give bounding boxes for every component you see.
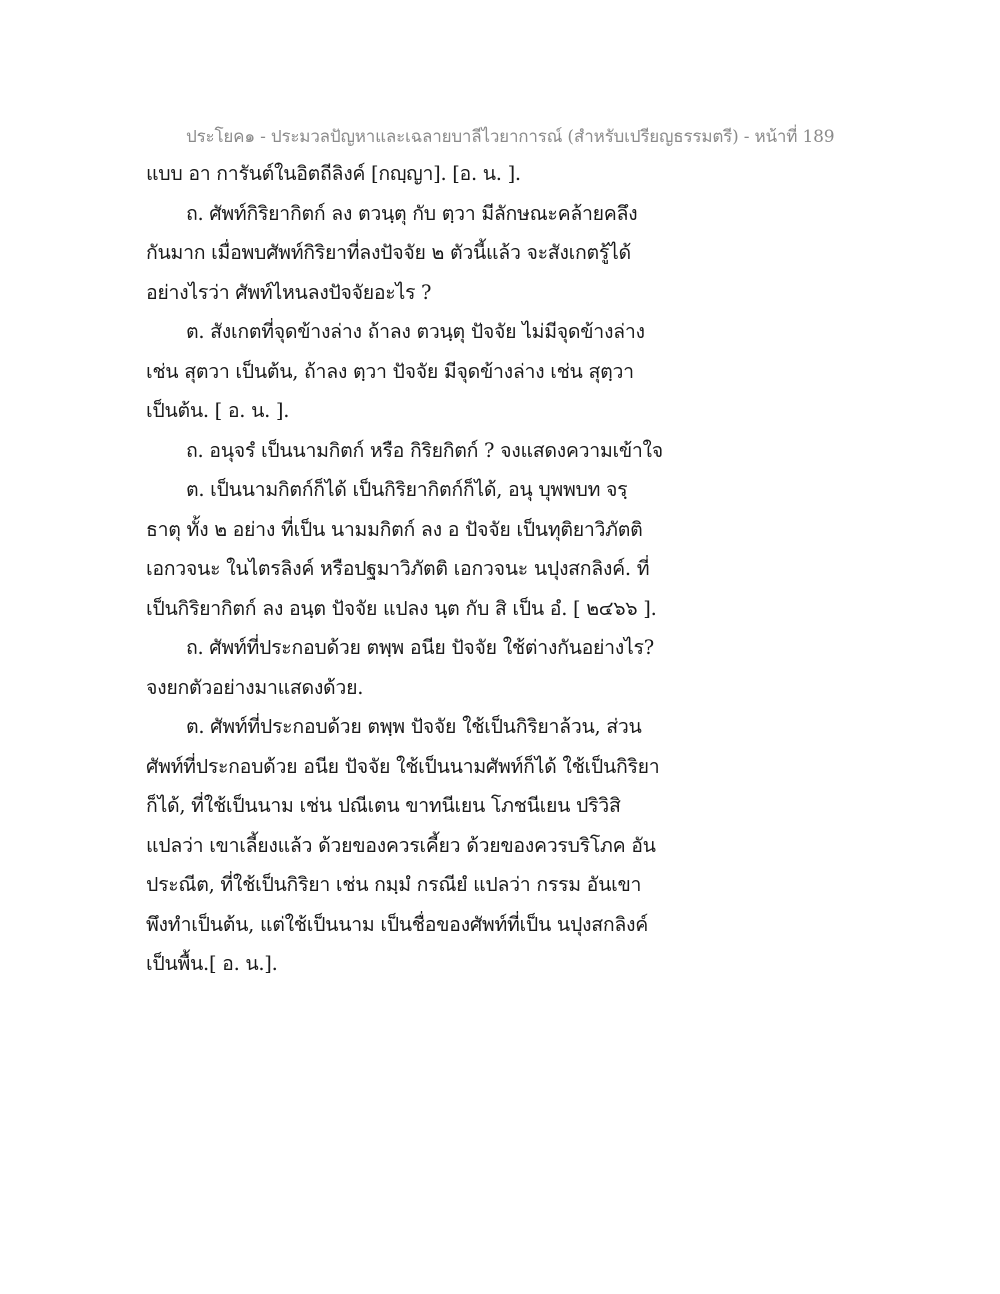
question-line: ถ. อนุจรํ เป็นนามกิตก์ หรือ กิริยกิตก์ ? จงแสดงความเข้าใจ — [186, 438, 663, 462]
text-line: อย่างไรว่า ศัพท์ไหนลงปัจจัยอะไร ? — [146, 280, 432, 304]
question-line: ถ. ศัพท์กิริยากิตก์ ลง ตวนฺตุ กับ ตฺวา มีลักษณะคล้ายคลึง — [186, 201, 638, 225]
text-line: พึงทำเป็นต้น, แต่ใช้เป็นนาม เป็นชื่อของศัพท์ที่เป็น นปุงสกลิงค์ — [146, 912, 648, 936]
text-line: แบบ อา การันต์ในอิตถีลิงค์ [กญฺญา]. [อ. น. ]. — [146, 162, 521, 185]
text-line: เป็นกิริยากิตก์ ลง อนฺต ปัจจัย แปลง นฺต กับ สิ เป็น อํ. [ ๒๔๖๖ ]. — [146, 596, 657, 620]
document-body — [146, 158, 666, 988]
text-line: ประณีต, ที่ใช้เป็นกิริยา เช่น กมฺมํ กรณียํ แปลว่า กรรม อันเขา — [146, 873, 642, 896]
answer-line: ต. สังเกตที่จุดข้างล่าง ถ้าลง ตวนฺตุ ปัจจัย ไม่มีจุดข้างล่าง — [186, 320, 645, 343]
text-line: ก็ได้, ที่ใช้เป็นนาม เช่น ปณีเตน ขาทนีเยน โภชนีเยน ปริวิสิ — [146, 794, 621, 817]
text-line: ธาตุ ทั้ง ๒ อย่าง ที่เป็น นามมกิตก์ ลง อ ปัจจัย เป็นทุติยาวิภัตติ — [146, 517, 643, 541]
answer-line: ต. ศัพท์ที่ประกอบด้วย ตพฺพ ปัจจัย ใช้เป็นกิริยาล้วน, ส่วน — [186, 715, 642, 738]
text-line: แปลว่า เขาเลี้ยงแล้ว ด้วยของควรเคี้ยว ด้วยของควรบริโภค อัน — [146, 833, 656, 857]
text-line: เป็นต้น. [ อ. น. ]. — [146, 399, 290, 422]
text-line: กันมาก เมื่อพบศัพท์กิริยาที่ลงปัจจัย ๒ ตัวนี้แล้ว จะสังเกตรู้ได้ — [146, 241, 631, 264]
text-line: ศัพท์ที่ประกอบด้วย อนีย ปัจจัย ใช้เป็นนามศัพท์ก็ได้ ใช้เป็นกิริยา — [146, 754, 660, 778]
text-line: เช่น สุตวา เป็นต้น, ถ้าลง ตฺวา ปัจจัย มีจุดข้างล่าง เช่น สุตฺวา — [146, 359, 634, 383]
text-line: เป็นพื้น.[ อ. น.]. — [146, 952, 278, 975]
page-header: ประโยค๑ - ประมวลปัญหาและเฉลายบาลีไวยาการณ์ (สำหรับเปรียญธรรมตรี) - หน้าที่ 189 — [186, 127, 835, 147]
text-line: จงยกตัวอย่างมาแสดงด้วย. — [146, 675, 364, 699]
question-line: ถ. ศัพท์ที่ประกอบด้วย ตพฺพ อนีย ปัจจัย ใช้ต่างกันอย่างไร? — [186, 636, 654, 659]
text-line: เอกวจนะ ในไตรลิงค์ หรือปฐมาวิภัตติ เอกวจนะ นปุงสกลิงค์. ที่ — [146, 557, 650, 580]
answer-line: ต. เป็นนามกิตก์ก็ได้ เป็นกิริยากิตก์ก็ได้, อนุ บุพพบท จรฺ — [186, 478, 628, 501]
